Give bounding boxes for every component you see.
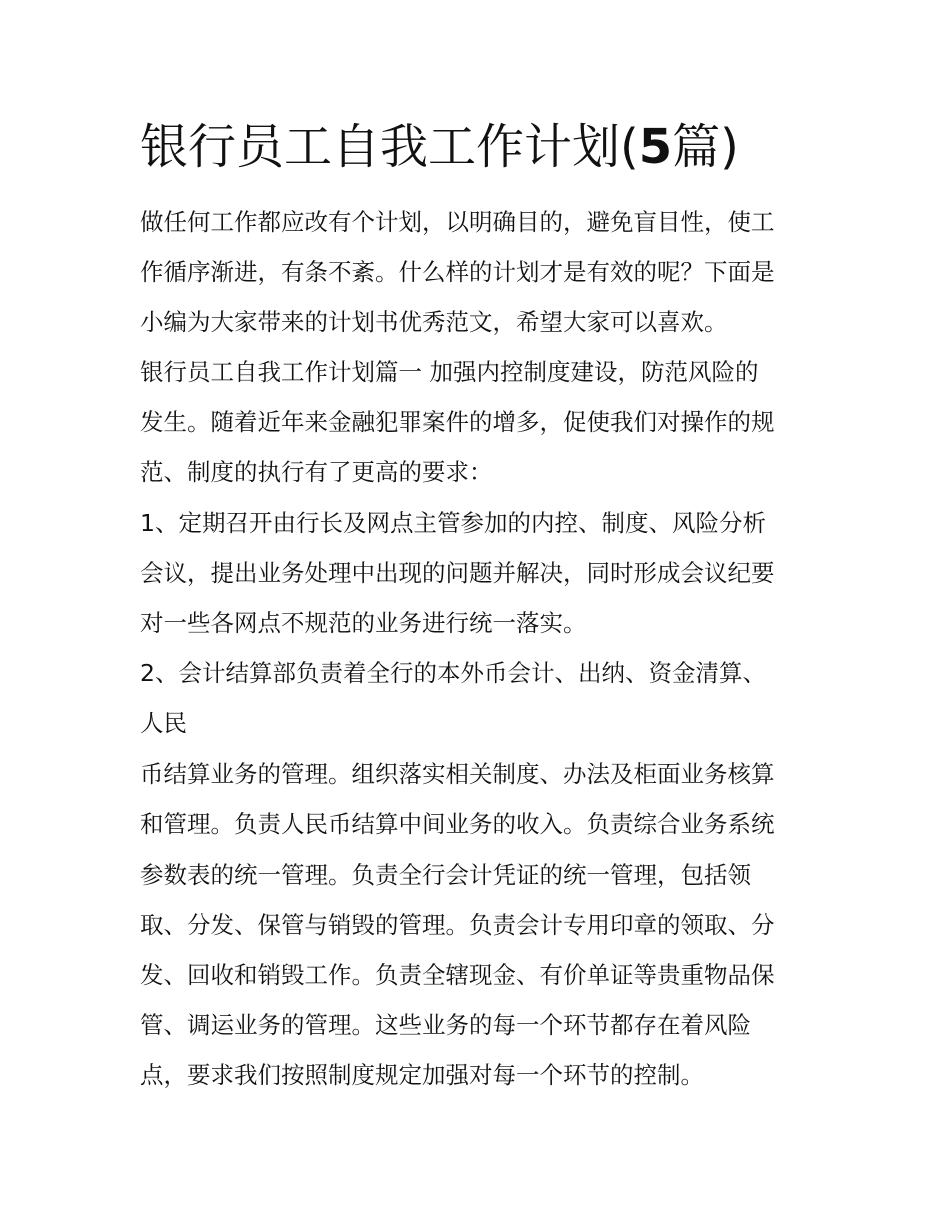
body-line: 人民 [140,709,187,737]
body-line: 币结算业务的管理。组织落实相关制度、办法及柜面业务核算 [140,760,775,788]
body-line: 2、会计结算部负责着全行的本外币会计、出纳、资金清算、 [140,659,766,687]
body-line: 作循序渐进，有条不紊。什么样的计划才是有效的呢？下面是 [140,258,775,286]
body-line: 点，要求我们按照制度规定加强对每一个环节的控制。 [140,1061,704,1089]
body-line: 小编为大家带来的计划书优秀范文，希望大家可以喜欢。 [140,308,728,336]
body-line: 和管理。负责人民币结算中间业务的收入。负责综合业务系统 [140,810,775,838]
body-line: 对一些各网点不规范的业务进行统一落实。 [140,609,587,637]
body-line: 管、调运业务的管理。这些业务的每一个环节都存在着风险 [140,1011,751,1039]
body-line: 1、定期召开由行长及网点主管参加的内控、制度、风险分析 [140,509,766,537]
body-line: 取、分发、保管与销毁的管理。负责会计专用印章的领取、分 [140,911,775,939]
title-number: 5 [638,119,673,175]
title-text: 银行员工自我工作计划( [140,119,639,175]
body-line: 会议，提出业务处理中出现的问题并解决，同时形成会议纪要 [140,559,775,587]
body-line: 发、回收和销毁工作。负责全辖现金、有价单证等贵重物品保 [140,961,775,989]
body-line: 银行员工自我工作计划篇一 加强内控制度建设，防范风险的 [140,358,759,386]
body-line: 发生。随着近年来金融犯罪案件的增多，促使我们对操作的规 [140,408,775,436]
body-line: 做任何工作都应改有个计划，以明确目的，避免盲目性，使工 [140,208,775,236]
document-title [140,112,739,182]
title-suffix: 篇) [672,119,739,175]
body-line: 参数表的统一管理。负责全行会计凭证的统一管理，包括领 [140,861,751,889]
body-line: 范、制度的执行有了更高的要求： [140,458,493,486]
